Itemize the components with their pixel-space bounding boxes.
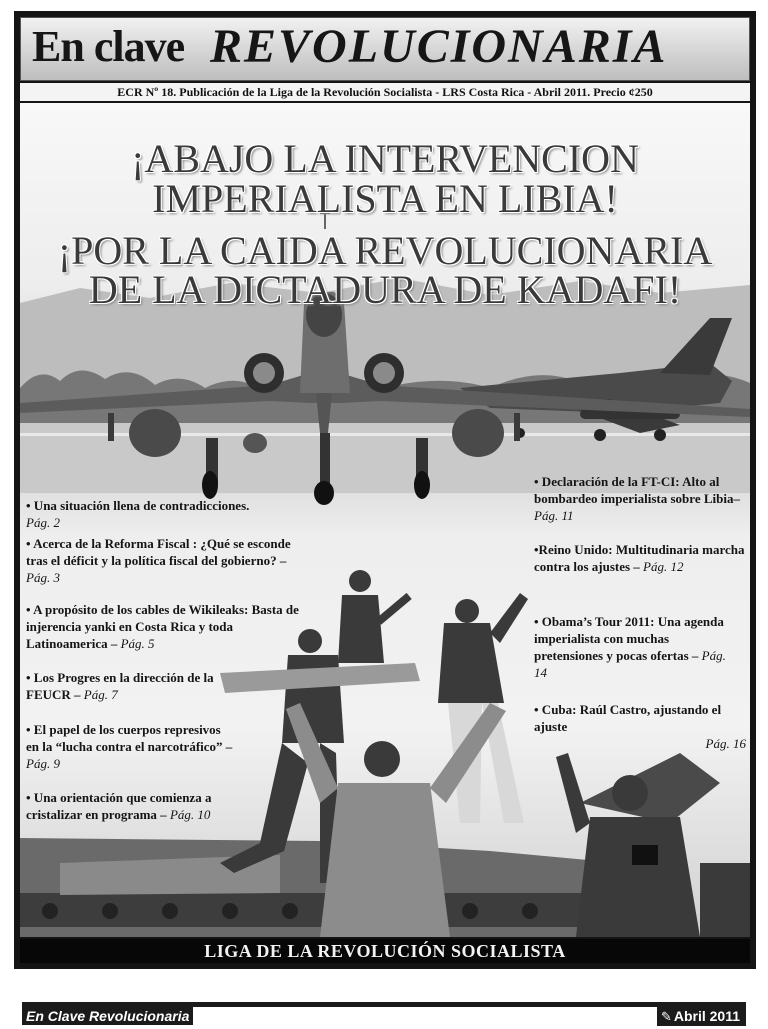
- masthead-title: REVOLUCIONARIA: [210, 20, 668, 73]
- article-item-right-2[interactable]: [534, 541, 746, 575]
- cover-page: [14, 11, 756, 969]
- headline-1-line-2: IMPERIALISTA EN LIBIA!: [152, 176, 618, 221]
- article-page: Pág. 14: [534, 648, 726, 680]
- article-item-left-5[interactable]: [26, 721, 236, 772]
- masthead: [20, 17, 750, 81]
- article-title: • A propósito de los cables de Wikileaks: Basta de injerencia yanki en Costa Rica y toda Latinoamerica –: [26, 602, 299, 651]
- article-title: • Una situación llena de contradicciones.: [26, 498, 250, 513]
- article-page: Pág. 7: [83, 687, 118, 702]
- cover-main: [20, 103, 750, 937]
- article-item-right-4[interactable]: [534, 701, 746, 752]
- strip-date: [657, 1007, 746, 1026]
- article-page: Pág. 11: [534, 508, 574, 523]
- headline-2-line-2: DE LA DICTADURA DE KADAFI!: [88, 267, 682, 312]
- publication-info: ECR Nº 18. Publicación de la Liga de la Revolución Socialista - LRS Costa Rica - Abril 2011. Precio ¢250: [20, 83, 750, 101]
- article-item-left-6[interactable]: [26, 789, 216, 823]
- headline-1-line-1: ¡ABAJO LA INTERVENCION: [131, 136, 639, 181]
- article-title: • Declaración de la FT-CI: Alto al bombardeo imperialista sobre Libia–: [534, 474, 740, 506]
- article-item-left-1[interactable]: [26, 497, 306, 531]
- article-title: • El papel de los cuerpos represivos en la “lucha contra el narcotráfico” –: [26, 722, 233, 754]
- article-page: Pág. 2: [26, 515, 60, 530]
- article-item-right-1[interactable]: [534, 473, 746, 524]
- article-title: • Acerca de la Reforma Fiscal : ¿Qué se esconde tras el déficit y la política fiscal del gobierno? –: [26, 536, 291, 568]
- strip-date-text: Abril 2011: [673, 1008, 740, 1024]
- headline-2-line-1: ¡POR LA CAIDA REVOLUCIONARIA: [57, 228, 713, 273]
- article-page: Pág. 3: [26, 570, 60, 585]
- article-page: Pág. 5: [120, 636, 155, 651]
- article-page: Pág. 10: [169, 807, 211, 822]
- article-page: Pág. 9: [26, 756, 60, 771]
- article-title: •Reino Unido: Multitudinaria marcha contra los ajustes –: [534, 542, 745, 574]
- article-title: • Una orientación que comienza a cristalizar en programa –: [26, 790, 212, 822]
- bottom-strip: [22, 1002, 746, 1029]
- article-page: Pág. 16: [705, 736, 746, 751]
- pen-icon: ✎: [660, 1009, 672, 1024]
- article-item-left-2[interactable]: [26, 535, 306, 586]
- article-item-left-3[interactable]: [26, 601, 308, 652]
- article-title: • Obama’s Tour 2011: Una agenda imperialista con muchas pretensiones y pocas ofertas –: [534, 614, 724, 663]
- masthead-prefix: En clave: [32, 22, 185, 71]
- article-title: • Los Progres en la dirección de la FEUCR –: [26, 670, 214, 702]
- publisher-footer-band: LIGA DE LA REVOLUCIÓN SOCIALISTA: [20, 939, 750, 963]
- strip-publication-name: En Clave Revolucionaria: [22, 1007, 193, 1025]
- article-page: Pág. 12: [643, 559, 684, 574]
- article-title: • Cuba: Raúl Castro, ajustando el ajuste: [534, 702, 722, 734]
- article-item-left-4[interactable]: [26, 669, 226, 703]
- article-item-right-3[interactable]: [534, 613, 734, 681]
